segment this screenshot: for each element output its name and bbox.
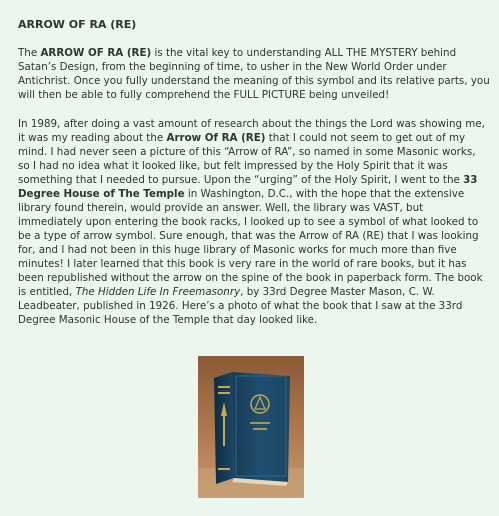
intro-bold-arrow-of-ra: ARROW OF RA (RE) — [40, 47, 152, 59]
story-text-4: , by 33rd Degree Master Mason, C. W. Leadbeater, published in 1926. Here’s a photo of what the book that I saw at the 33rd Degree Masonic House of the Temple that day looked like. — [18, 286, 463, 326]
article-heading: ARROW OF RA (RE) — [18, 18, 137, 31]
story-paragraph — [18, 117, 490, 327]
book-photo — [198, 356, 304, 498]
story-bold-arrow-of-ra: Arrow Of RA (RE) — [166, 132, 266, 144]
intro-text-2: is the vital key to understanding ALL THE MYSTERY behind Satan’s Design, from the beginning of time, to usher in the New World Order under Antichrist. Once you fully understand the meaning of this symbol and its relative parts, you will then be able to fully comprehend the FULL PICTURE being unveiled! — [18, 47, 490, 101]
intro-paragraph — [18, 46, 490, 102]
article — [18, 18, 490, 342]
intro-text-1: The — [18, 47, 41, 59]
book-photo-icon — [198, 356, 304, 498]
story-bold-house-of-temple: 33 Degree House of The Temple — [18, 174, 478, 200]
story-text-1: In 1989, after doing a vast amount of research about the things the Lord was showing me, it was my reading about the — [18, 118, 485, 144]
story-text-3: in Washington, D.C., with the hope that the extensive library found therein, would provide an answer. Well, the library was VAST, but immediately upon entering the book racks, I looked up to see a symbol of what looked to be a type of arrow symbol. Sure enough, that was the Arrow of RA (RE) that I was looking for, and I had not been in this huge library of Masonic works for much more than five minutes! I later learned that this book is very rare in the world of rare books, but it has been republished without the arrow on the spine of the book in paperback form. The book is entitled, — [18, 188, 483, 298]
story-book-title: The Hidden Life In Freemasonry — [75, 286, 241, 298]
story-text-2: that I could not seem to get out of my mind. I had never seen a picture of this “Arrow of RA”, so named in some Masonic works, so I had no idea what it looked like, but felt impressed by the Holy Spirit that it was something that I needed to pursue. Upon the “urging” of the Holy Spirit, I went to the — [18, 132, 476, 186]
